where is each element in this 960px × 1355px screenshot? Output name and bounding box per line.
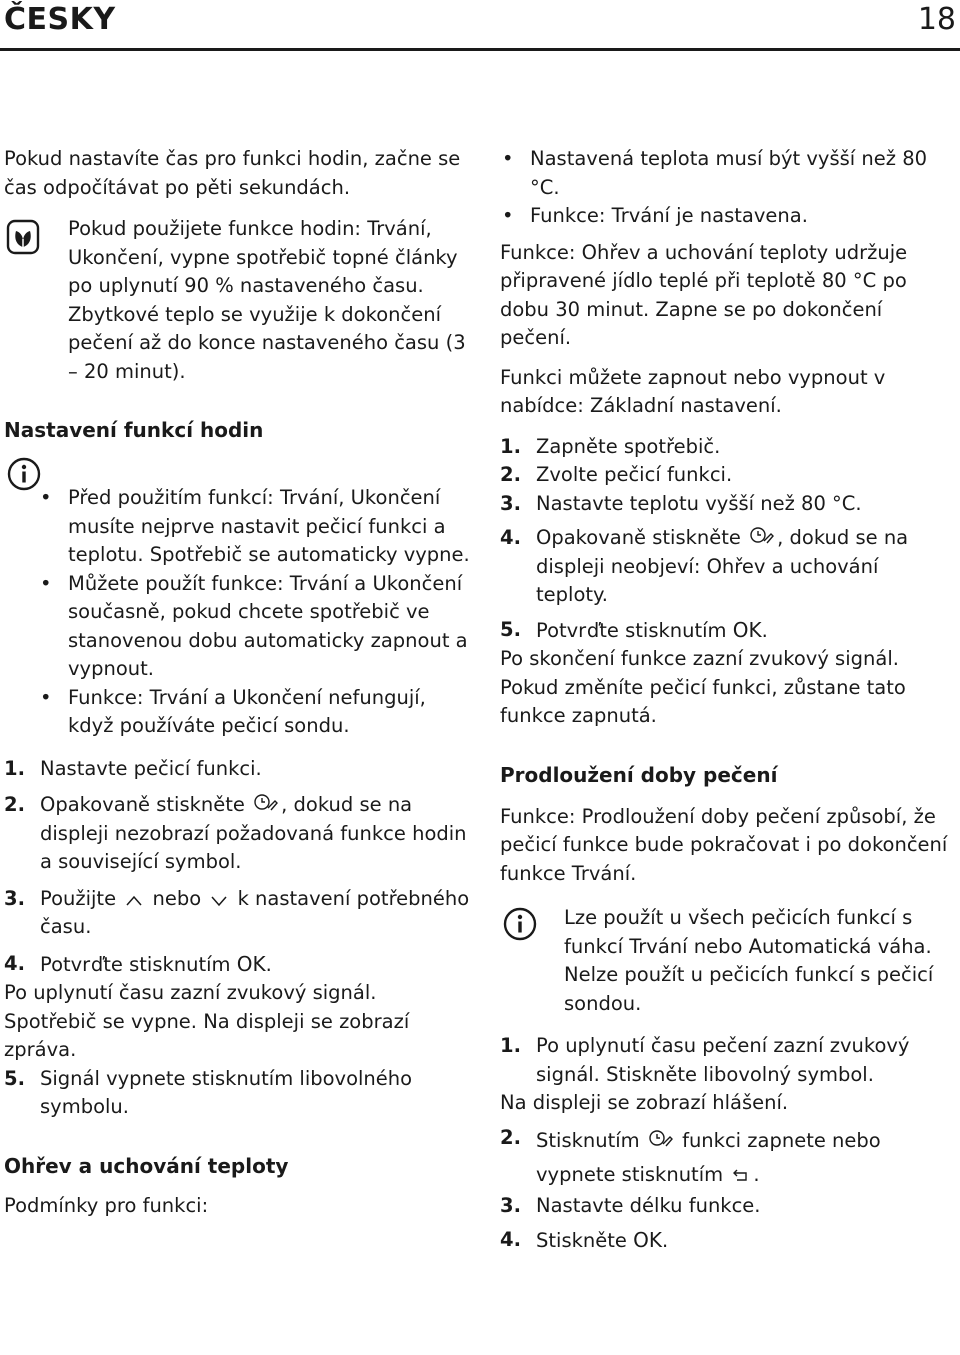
step-item: 4. Potvrďte stisknutím OK.: [4, 951, 272, 976]
info-note-extend: [500, 904, 956, 1018]
clock-icon: [253, 792, 279, 814]
extend-steps: [500, 1032, 956, 1089]
step-item: 5. Potvrďte stisknutím OK.: [500, 617, 768, 642]
header-rule: [0, 48, 960, 51]
page-number: 18: [917, 2, 956, 37]
info-icon: [6, 456, 42, 492]
list-item: • Před použitím funkcí: Trvání, Ukončení musíte nejprve nastavit pečicí funkci a teplotu. Spotřebič se automaticky vypne.: [38, 484, 474, 570]
info-note-text-1: Lze použít u všech pečicích funkcí s funkcí Trvání nebo Automatická váha.: [564, 906, 932, 958]
section-title-clock-functions: Nastavení funkcí hodin: [4, 418, 264, 442]
eco-leaf-icon: [6, 219, 40, 255]
ok-symbol: OK: [236, 951, 266, 976]
display-message-text: Na displeji se zobrazí hlášení.: [500, 1091, 789, 1114]
step-item: 3. Použijte nebo k nastavení potřebného času.: [4, 886, 470, 938]
step-item: 2. Zvolte pečicí funkci.: [500, 463, 733, 486]
ok-symbol: OK: [732, 617, 762, 642]
step-item: 2. Opakovaně stiskněte , dokud se na displeji nezobrazí požadovaná funkce hodin a související symbol.: [4, 793, 467, 873]
keep-warm-description: Funkce: Ohřev a uchování teploty udržuje připravené jídlo teplé při teplotě 80 °C po dobu 30 minut. Zapne se po dokončení pečení.: [500, 240, 908, 349]
clock-icon: [648, 1128, 674, 1150]
step-item: 2. Stisknutím funkci zapnete nebo vypnete stisknutím .: [500, 1125, 881, 1186]
keep-warm-steps: [500, 433, 956, 646]
step-item: 4. Opakovaně stiskněte , dokud se na displeji neobjeví: Ohřev a uchování teploty.: [500, 526, 909, 606]
extend-steps-continued: [500, 1124, 956, 1256]
step-item: 5. Signál vypnete stisknutím libovolného symbolu.: [4, 1066, 413, 1118]
conditions-label: Podmínky pro funkci:: [4, 1193, 209, 1217]
clock-steps: [4, 755, 474, 980]
list-item: • Nastavená teplota musí být vyšší než 80 °C.: [500, 145, 956, 202]
info-note-text-2: Nelze použít u pečicích funkcí s pečicí sondou.: [564, 963, 934, 1015]
list-item: • Funkce: Trvání je nastavena.: [500, 202, 956, 231]
section-title-keep-warm: Ohřev a uchování teploty: [4, 1153, 289, 1178]
step-item: 3. Nastavte délku funkce.: [500, 1193, 761, 1217]
after-step4-text: Po uplynutí času zazní zvukový signál. Spotřebič se vypne. Na displeji se zobrazí zpráva.: [4, 981, 410, 1061]
toggle-note: Funkci můžete zapnout nebo vypnout v nabídce: Základní nastavení.: [500, 365, 886, 417]
info-note-clock: [4, 484, 474, 741]
step-item: 3. Nastavte teplotu vyšší než 80 °C.: [500, 491, 862, 515]
step-item: 1. Nastavte pečicí funkci.: [4, 756, 262, 780]
eco-note-text: Pokud použijete funkce hodin: Trvání, Ukončení, vypne spotřebič topné články po uplynutí 90 % nastaveného času. Zbytkové teplo se využije k dokončení pečení až do konce nastaveného času (3 – 20 minut).: [68, 217, 466, 383]
left-column: [4, 145, 474, 1220]
step-item: 1. Zapněte spotřebič.: [500, 434, 721, 458]
extend-description: Funkce: Prodloužení doby pečení způsobí, že pečicí funkce bude pokračovat i po dokončení funkce Trvání.: [500, 804, 948, 885]
clock-icon: [749, 525, 775, 547]
clock-step5: [4, 1065, 474, 1122]
section-title-extend-cooking: Prodloužení doby pečení: [500, 762, 778, 787]
conditions-list: [500, 145, 956, 231]
intro-text: Pokud nastavíte čas pro funkci hodin, začne se čas odpočítávat po pěti sekundách.: [4, 147, 461, 199]
after-steps-text: Po skončení funkce zazní zvukový signál. Pokud změníte pečicí funkci, zůstane tato funkce zapnutá.: [500, 647, 906, 727]
list-item: • Funkce: Trvání a Ukončení nefungují, když používáte pečicí sondu.: [38, 684, 474, 741]
ok-symbol: OK: [633, 1228, 662, 1252]
right-column: [500, 145, 956, 1256]
step-item: 1. Po uplynutí času pečení zazní zvukový signál. Stiskněte libovolný symbol.: [500, 1034, 910, 1086]
step-item: 4. Stiskněte OK.: [500, 1228, 669, 1252]
down-arrow-icon: [209, 894, 229, 908]
up-arrow-icon: [124, 894, 144, 908]
info-icon: [502, 906, 538, 942]
info-bullet-list: [38, 484, 474, 741]
eco-note: [4, 215, 474, 386]
header-language: ČESKY: [4, 2, 116, 37]
back-arrow-icon: [731, 1168, 751, 1184]
list-item: • Můžete použít funkce: Trvání a Ukončení současně, pokud chcete spotřebič ve stanovenou dobu automaticky zapnout a vypnout.: [38, 570, 474, 684]
